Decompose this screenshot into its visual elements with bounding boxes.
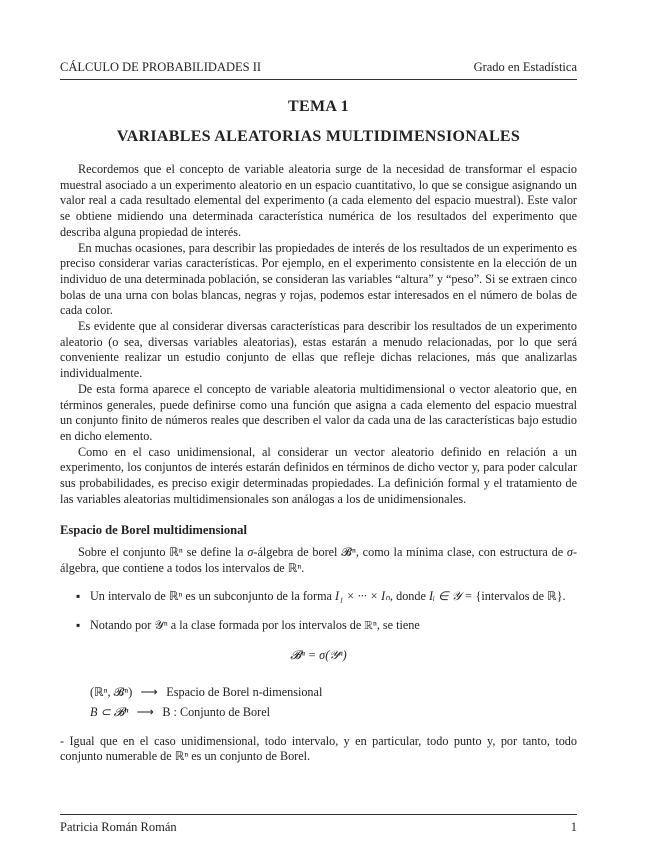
borel-set-line: B ⊂ 𝓑ⁿ ⟶ B : Conjunto de Borel — [90, 704, 270, 719]
definition-list — [60, 589, 577, 634]
header-degree: Grado en Estadística — [473, 60, 577, 74]
body-text — [60, 162, 577, 765]
footer-author: Patricia Román Román — [60, 820, 177, 834]
paragraph: Como en el caso unidimensional, al considerar un vector aleatorio definido en relación a un experimento, los conjuntos de interés estarán definidos en términos de dicho vector y, para poder calcular sus probabilidades, es preciso exigir determinadas propiedades. La definición formal y el tratamiento de las variables aleatorias multidimensionales son análogas a los de unidimensionales. — [60, 444, 577, 506]
section-heading: Espacio de Borel multidimensional — [60, 523, 247, 538]
borel-note: - Igual que en el caso unidimensional, todo intervalo, y en particular, todo punto y, por tanto, todo conjunto numerable de ℝⁿ es un conjunto de Borel. — [60, 733, 577, 764]
running-header — [60, 60, 577, 75]
page-number: 1 — [570, 820, 577, 834]
list-item: ▪ Notando por 𝒴ⁿ a la clase formada por los intervalos de ℝⁿ, se tiene — [60, 618, 577, 634]
header-rule — [60, 79, 577, 80]
borel-sigma-equation: 𝓑ⁿ = σ(𝒴ⁿ) — [290, 647, 347, 662]
running-footer — [60, 820, 577, 835]
borel-definitions — [90, 682, 577, 722]
header-course: CÁLCULO DE PROBABILIDADES II — [60, 60, 262, 74]
list-item: ▪ Un intervalo de ℝⁿ es un subconjunto de la forma I₁ × ··· × Iₙ, donde Iᵢ ∈ 𝒴 = {intervalos de ℝ}. — [60, 589, 577, 605]
section-intro: Sobre el conjunto ℝⁿ se define la σ-álgebra de borel 𝓑ⁿ, como la mínima clase, con estructura de σ-álgebra, que contiene a todos los intervalos de ℝⁿ. — [60, 545, 577, 575]
paragraph: Es evidente que al considerar diversas características para describir los resultados de un experimento aleatorio (o sea, diversas variables aleatorias), estas estarán a menudo relacionadas, por lo que será conveniente realizar un estudio conjunto de ellas que refleje dichas relaciones, más que analizarlas individualmente. — [60, 319, 577, 381]
paragraph: En muchas ocasiones, para describir las propiedades de interés de los resultados de un experimento es preciso considerar varias características. Por ejemplo, en el experimento consistente en la elección de un individuo de una determinada población, se consideran las variables “altura” y “peso”. Si se extraen cinco bolas de una urna con bolas blancas, negras y rojas, podemos estar interesados en el número de bolas de cada color. — [60, 240, 577, 318]
paragraph: De esta forma aparece el concepto de variable aleatoria multidimensional o vector aleatorio que, en términos generales, puede definirse como una función que asigna a cada elemento del espacio muestral un conjunto finito de números reales que describen el valor da cada una de las características bajo estudio en dicho elemento. — [60, 381, 577, 443]
chapter-title: VARIABLES ALEATORIAS MULTIDIMENSIONALES — [116, 128, 521, 145]
borel-space-line: (ℝⁿ, 𝓑ⁿ) ⟶ Espacio de Borel n-dimensional — [90, 684, 323, 699]
paragraph: Recordemos que el concepto de variable aleatoria surge de la necesidad de transformar el espacio muestral asociado a un experimento aleatorio en un espacio cuantitativo, lo que se consigue asignando un valor real a cada resultado elemental del experimento (a cada elemento del espacio muestral). Este valor se obtiene midiendo una determinada característica numérica de los resultados del experimento que describa alguna propiedad de interés. — [60, 162, 577, 239]
chapter-number: TEMA 1 — [288, 98, 349, 115]
footer-rule — [60, 814, 577, 815]
